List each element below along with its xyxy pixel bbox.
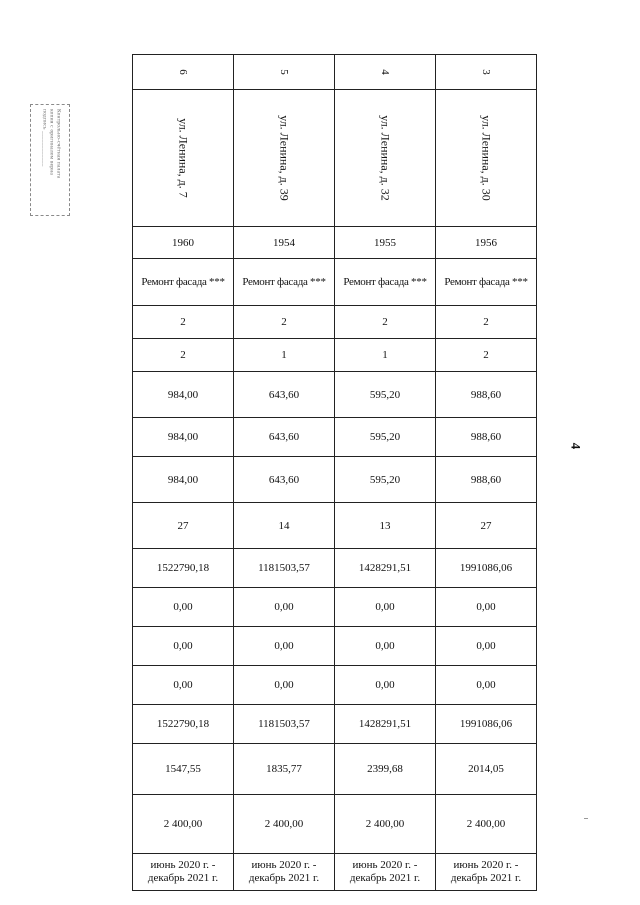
- cell-count: 27: [436, 503, 537, 549]
- cell-year: 1955: [335, 227, 436, 259]
- cell-address: ул. Ленина, д. 7: [133, 90, 234, 227]
- cell-year: 1954: [234, 227, 335, 259]
- cell-area: 988,60: [436, 457, 537, 503]
- cell-limit: 2 400,00: [234, 795, 335, 854]
- row-number: [133, 55, 537, 90]
- row-area-2: [133, 418, 537, 457]
- cell-work-type: Ремонт фасада ***: [335, 259, 436, 306]
- cell-address: ул. Ленина, д. 39: [234, 90, 335, 227]
- row-limit: [133, 795, 537, 854]
- cell-period: июнь 2020 г. - декабрь 2021 г.: [436, 854, 537, 891]
- cell-year: 1960: [133, 227, 234, 259]
- cell-total: 1181503,57: [234, 705, 335, 744]
- cell-unit-cost: 1547,55: [133, 744, 234, 795]
- cell-area: 984,00: [133, 372, 234, 418]
- cell-area: 643,60: [234, 372, 335, 418]
- cell-area: 595,20: [335, 372, 436, 418]
- cell-area: 988,60: [436, 418, 537, 457]
- cell-limit: 2 400,00: [335, 795, 436, 854]
- cell-work-type: Ремонт фасада ***: [436, 259, 537, 306]
- cell-amount: 0,00: [436, 588, 537, 627]
- row-period: [133, 854, 537, 891]
- certification-stamp: [30, 104, 70, 216]
- cell-area: 984,00: [133, 418, 234, 457]
- row-address: [133, 90, 537, 227]
- cell-work-type: Ремонт фасада ***: [133, 259, 234, 306]
- cell-unit-cost: 2399,68: [335, 744, 436, 795]
- cell-area: 643,60: [234, 418, 335, 457]
- cell-area: 595,20: [335, 457, 436, 503]
- cell-unit-cost: 1835,77: [234, 744, 335, 795]
- cell-count: 13: [335, 503, 436, 549]
- cell-total: 1991086,06: [436, 705, 537, 744]
- cell-cost: 1428291,51: [335, 549, 436, 588]
- cell-number: 6: [133, 55, 234, 90]
- cell-number: 5: [234, 55, 335, 90]
- cell-amount: 0,00: [133, 666, 234, 705]
- repair-table: [132, 54, 537, 891]
- cell-amount: 0,00: [335, 588, 436, 627]
- cell-value: 2: [234, 306, 335, 339]
- row-unit-cost: [133, 744, 537, 795]
- row-cost: [133, 549, 537, 588]
- row-count: [133, 503, 537, 549]
- cell-year: 1956: [436, 227, 537, 259]
- cell-area: 984,00: [133, 457, 234, 503]
- cell-total: 1522790,18: [133, 705, 234, 744]
- cell-value: 2: [436, 339, 537, 372]
- cell-address: ул. Ленина, д. 30: [436, 90, 537, 227]
- cell-cost: 1181503,57: [234, 549, 335, 588]
- cell-period: июнь 2020 г. - декабрь 2021 г.: [133, 854, 234, 891]
- cell-work-type: Ремонт фасада ***: [234, 259, 335, 306]
- row-area-3: [133, 457, 537, 503]
- cell-value: 1: [335, 339, 436, 372]
- cell-value: 2: [335, 306, 436, 339]
- row-value-1: [133, 306, 537, 339]
- cell-count: 27: [133, 503, 234, 549]
- cell-amount: 0,00: [234, 666, 335, 705]
- cell-unit-cost: 2014,05: [436, 744, 537, 795]
- cell-amount: 0,00: [234, 588, 335, 627]
- row-year: [133, 227, 537, 259]
- margin-mark: [584, 818, 588, 819]
- cell-period: июнь 2020 г. - декабрь 2021 г.: [335, 854, 436, 891]
- cell-amount: 0,00: [335, 627, 436, 666]
- cell-area: 988,60: [436, 372, 537, 418]
- cell-count: 14: [234, 503, 335, 549]
- cell-area: 643,60: [234, 457, 335, 503]
- cell-total: 1428291,51: [335, 705, 436, 744]
- cell-limit: 2 400,00: [436, 795, 537, 854]
- cell-amount: 0,00: [133, 588, 234, 627]
- stamp-text: Контрольно-счётная палата копия с оригиналом верна подпись ____________: [41, 109, 62, 179]
- cell-limit: 2 400,00: [133, 795, 234, 854]
- cell-value: 2: [133, 339, 234, 372]
- row-work-type: [133, 259, 537, 306]
- cell-area: 595,20: [335, 418, 436, 457]
- cell-amount: 0,00: [133, 627, 234, 666]
- cell-cost: 1991086,06: [436, 549, 537, 588]
- cell-number: 4: [335, 55, 436, 90]
- row-value-2: [133, 339, 537, 372]
- row-zero-3: [133, 666, 537, 705]
- cell-period: июнь 2020 г. - декабрь 2021 г.: [234, 854, 335, 891]
- cell-address: ул. Ленина, д. 32: [335, 90, 436, 227]
- row-zero-1: [133, 588, 537, 627]
- row-zero-2: [133, 627, 537, 666]
- cell-amount: 0,00: [335, 666, 436, 705]
- cell-number: 3: [436, 55, 537, 90]
- cell-amount: 0,00: [234, 627, 335, 666]
- cell-amount: 0,00: [436, 627, 537, 666]
- row-area-1: [133, 372, 537, 418]
- cell-value: 2: [133, 306, 234, 339]
- cell-cost: 1522790,18: [133, 549, 234, 588]
- row-total: [133, 705, 537, 744]
- cell-value: 1: [234, 339, 335, 372]
- page-number: 4: [568, 442, 584, 450]
- cell-value: 2: [436, 306, 537, 339]
- cell-amount: 0,00: [436, 666, 537, 705]
